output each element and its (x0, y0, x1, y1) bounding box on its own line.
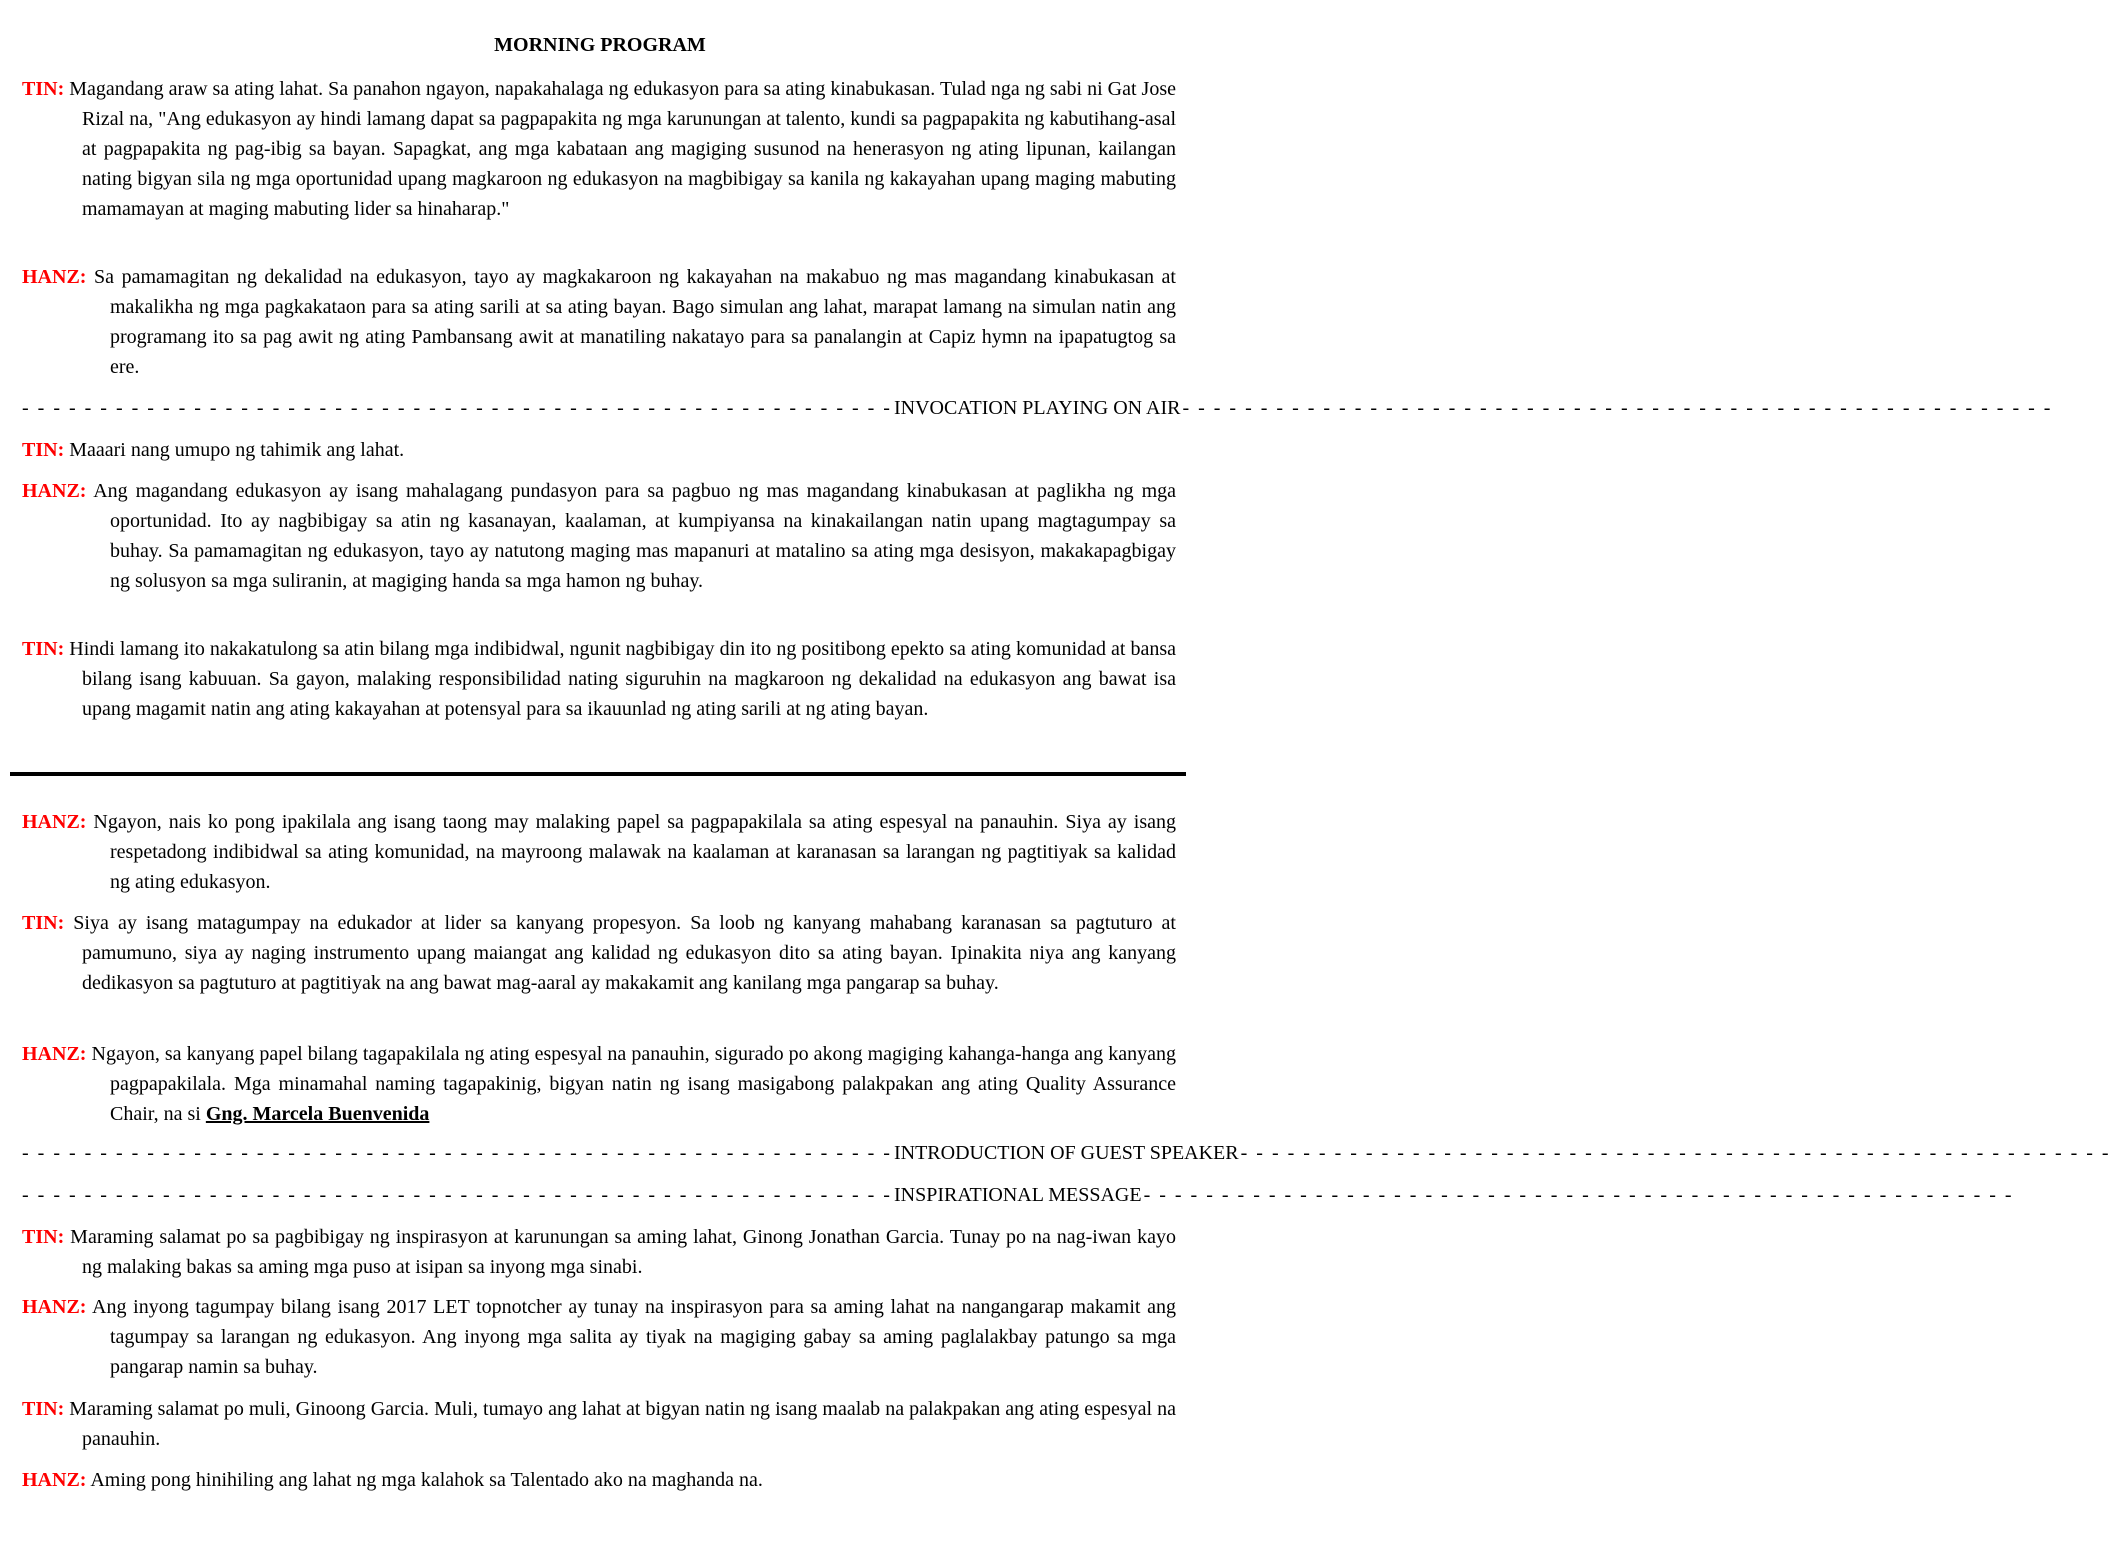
line-text: Maaari nang umupo ng tahimik ang lahat. (64, 439, 405, 461)
cue-text: INVOCATION PLAYING ON AIR (893, 397, 1181, 419)
dash-line-left: - - - - - - - - - - - - - - - - - - - - - - - - - - - - - - - - - - - - - - - - - - - - - - - - - - - - - - - - (22, 1142, 892, 1164)
speaker-label: HANZ: (22, 1296, 87, 1318)
speaker-label: HANZ: (22, 1043, 87, 1065)
cue-invocation (22, 394, 2053, 422)
script-line-tin (22, 74, 1176, 224)
script-line-hanz (22, 1039, 1176, 1129)
script-line-hanz (22, 807, 1176, 897)
speaker-label: TIN: (22, 638, 65, 660)
guest-name: Gng. Marcela Buenvenida (205, 1103, 430, 1125)
line-text: Ngayon, nais ko pong ipakilala ang isang taong may malaking papel sa pagpapakilala sa ating espesyal na panauhin. Siya ay isang respetadong indibidwal sa ating komunidad, na mayroong malawak na kaalaman at karanasan sa larangan ng pagtitiyak sa kalidad ng ating edukasyon. (86, 811, 1176, 893)
speaker-label: HANZ: (22, 811, 87, 833)
speaker-label: TIN: (22, 1226, 65, 1248)
section-divider (10, 772, 1186, 776)
cue-inspirational (22, 1181, 2014, 1209)
dash-line-right: - - - - - - - - - - - - - - - - - - - - - - - - - - - - - - - - - - - - - - - - - - - - - - - - - - - - - - - - (1143, 1184, 2014, 1206)
speaker-label: HANZ: (22, 266, 87, 288)
line-text: Sa pamamagitan ng dekalidad na edukasyon, tayo ay magkakaroon ng kakayahan na makabuo ng mas magandang kinabukasan at makalikha ng mga pagkakataon para sa ating sarili at sa ating bayan. Bago simulan ang lahat, marapat lamang na simulan natin ang programang ito sa pag awit ng ating Pambansang awit at manatiling nakatayo para sa panalangin at Capiz hymn na ipapatugtog sa ere. (86, 266, 1176, 378)
script-line-tin (22, 435, 1176, 465)
line-text: Maraming salamat po sa pagbibigay ng inspirasyon at karunungan sa aming lahat, Ginong Jonathan Garcia. Tunay po na nag-iwan kayo ng malaking bakas sa aming mga puso at isipan sa inyong mga sinabi. (64, 1226, 1176, 1278)
script-line-hanz (22, 476, 1176, 596)
script-line-tin (22, 1222, 1176, 1282)
cue-text: INSPIRATIONAL MESSAGE (893, 1184, 1142, 1206)
line-text: Ngayon, sa kanyang papel bilang tagapakilala ng ating espesyal na panauhin, sigurado po akong magiging kahanga-hanga ang kanyang pagpapakilala. Mga minamahal naming tagapakinig, bigyan natin ng isang masigabong palakpakan ang ating Quality Assurance Chair, na si (86, 1043, 1176, 1125)
script-line-hanz (22, 1292, 1176, 1382)
line-text: Maraming salamat po muli, Ginoong Garcia. Muli, tumayo ang lahat at bigyan natin ng isang maalab na palakpakan ang ating espesyal na panauhin. (64, 1398, 1176, 1450)
dash-line-right: - - - - - - - - - - - - - - - - - - - - - - - - - - - - - - - - - - - - - - - - - - - - - - - - - - - - - - - - (1182, 397, 2053, 419)
dash-line-left: - - - - - - - - - - - - - - - - - - - - - - - - - - - - - - - - - - - - - - - - - - - - - - - - - - - - - - - - (22, 397, 892, 419)
dash-line-left: - - - - - - - - - - - - - - - - - - - - - - - - - - - - - - - - - - - - - - - - - - - - - - - - - - - - - - - - (22, 1184, 892, 1206)
line-text: Ang inyong tagumpay bilang isang 2017 LET topnotcher ay tunay na inspirasyon para sa aming lahat na nangangarap makamit ang tagumpay sa larangan ng edukasyon. Ang inyong mga salita ay tiyak na magiging gabay sa aming paglalakbay patungo sa mga pangarap namin sa buhay. (86, 1296, 1176, 1378)
line-text: Magandang araw sa ating lahat. Sa panahon ngayon, napakahalaga ng edukasyon para sa ating kinabukasan. Tulad nga ng sabi ni Gat Jose Rizal na, "Ang edukasyon ay hindi lamang dapat sa pagpapakita ng mga karunungan at talento, kundi sa pagpapakita ng kabutihang-asal at pagpapakita ng pag-ibig sa bayan. Sapagkat, ang mga kabataan ang magiging susunod na henerasyon ng ating lipunan, kailangan nating bigyan sila ng mga oportunidad upang magkaroon ng edukasyon na magbibigay sa kanila ng kakayahan upang maging mabuting mamamayan at maging mabuting lider sa hinaharap." (64, 78, 1176, 220)
script-line-tin (22, 1394, 1176, 1454)
page-title: MORNING PROGRAM (494, 34, 706, 56)
speaker-label: TIN: (22, 78, 65, 100)
speaker-label: HANZ: (22, 480, 87, 502)
speaker-label: TIN: (22, 439, 65, 461)
script-line-tin (22, 634, 1176, 724)
line-text: Hindi lamang ito nakakatulong sa atin bilang mga indibidwal, ngunit nagbibigay din ito ng positibong epekto sa ating komunidad at bansa bilang isang kabuuan. Sa gayon, malaking responsibilidad nating siguruhin na magkaroon ng dekalidad na edukasyon ang bawat isa upang magamit natin ang ating kakayahan at potensyal para sa ikauunlad ng ating sarili at ng ating bayan. (64, 638, 1176, 720)
cue-introduction (22, 1139, 2111, 1167)
line-text: Siya ay isang matagumpay na edukador at lider sa kanyang propesyon. Sa loob ng kanyang mahabang karanasan sa pagtuturo at pamumuno, siya ay naging instrumento upang maiangat ang kalidad ng edukasyon dito sa ating bayan. Ipinakita niya ang kanyang dedikasyon sa pagtuturo at pagtitiyak na ang bawat mag-aaral ay makakamit ang kanilang mga pangarap sa buhay. (64, 912, 1176, 994)
speaker-label: HANZ: (22, 1469, 87, 1491)
speaker-label: TIN: (22, 1398, 65, 1420)
line-text: Aming pong hinihiling ang lahat ng mga kalahok sa Talentado ako na maghanda na. (86, 1469, 763, 1491)
dash-line-right: - - - - - - - - - - - - - - - - - - - - - - - - - - - - - - - - - - - - - - - - - - - - - - - - - - - - - - - - (1240, 1142, 2111, 1164)
cue-text: INTRODUCTION OF GUEST SPEAKER (893, 1142, 1239, 1164)
script-line-tin (22, 908, 1176, 998)
script-line-hanz (22, 1465, 1176, 1495)
script-line-hanz (22, 262, 1176, 382)
speaker-label: TIN: (22, 912, 65, 934)
line-text: Ang magandang edukasyon ay isang mahalagang pundasyon para sa pagbuo ng mas magandang kinabukasan at paglikha ng mga oportunidad. Ito ay nagbibigay sa atin ng kasanayan, kaalaman, at kumpiyansa na kinakailangan natin upang magtagumpay sa buhay. Sa pamamagitan ng edukasyon, tayo ay natutong maging mas mapanuri at matalino sa ating mga desisyon, makakapagbigay ng solusyon sa mga suliranin, at magiging handa sa mga hamon ng buhay. (86, 480, 1176, 592)
